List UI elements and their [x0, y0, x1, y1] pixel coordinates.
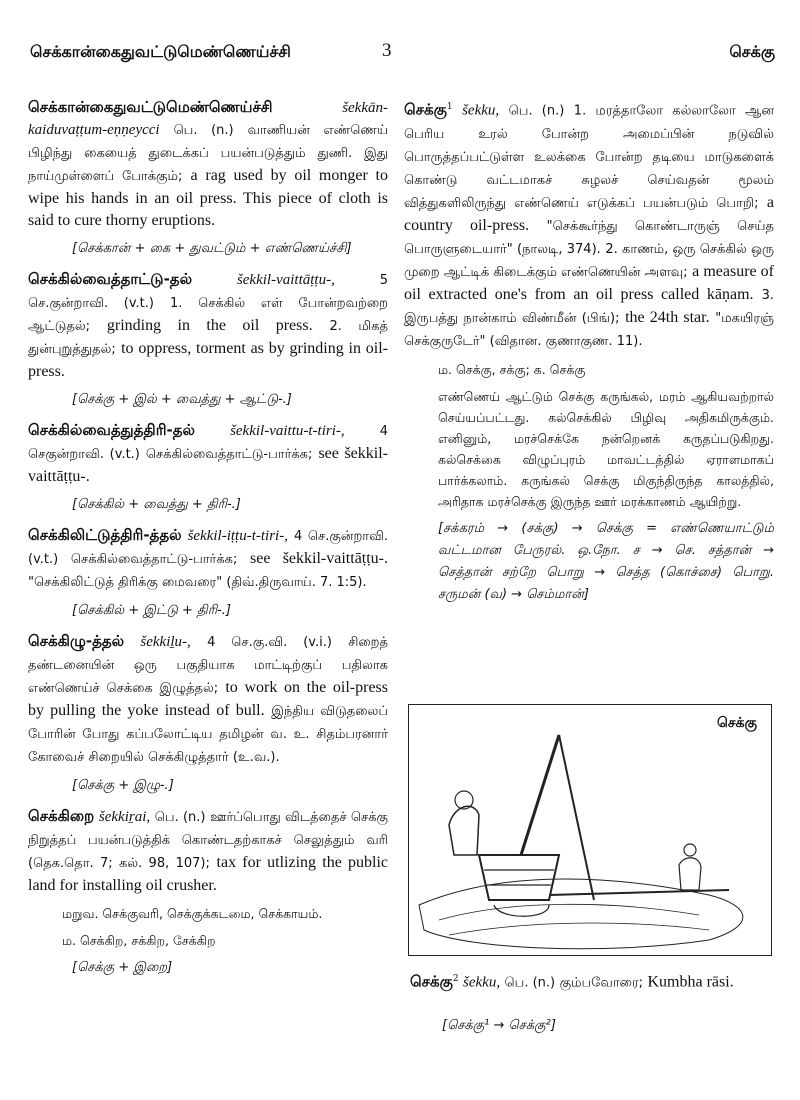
entry-etymology: [செக்கு + இழு-.]: [72, 778, 174, 793]
right-column: [404, 96, 774, 612]
entry-tamil-definition: ஊர்ப்பொது விடத்தைச் செக்கு நிறுத்தப் பயன்படுத்திக் கொண்டதற்காகச் செலுத்தும் வரி: [28, 810, 389, 848]
entry-tamil-definition: 1. மரத்தாலோ கல்லாலோ ஆன பெரிய உரல் போன்ற அமைப்பின் நடுவில் பொருத்தப்பட்டுள்ள உலக்கை போன்ற தடியை மாடுகளைக் கொண்டு வட்டமாகச் சுழலச் செய்வதன் மூலம் வித்துகளிலிருந்து எண்ணெய் எடுக்கப் பயன்படும் பொறி;: [404, 103, 775, 211]
entry-grammar: 4 செகுன்றாவி. (v.t.): [28, 424, 388, 462]
entry-headword: செக்கில்வைத்தாட்டு-தல்: [28, 270, 193, 288]
illustration-label: செக்கு: [717, 715, 757, 731]
page-number: 3: [382, 40, 392, 61]
entry-citation-2: "மகயிரஞ் செக்குருடேர்" (விதான. குணாகுண. 11).: [404, 310, 774, 349]
entry-english-definition: Kumbha rāsi.: [647, 973, 734, 991]
entry-transliteration: šekkiḻu-,: [140, 634, 191, 650]
entry-tamil-definition-2: 2. மிகத் துன்புறுத்துதல்;: [28, 319, 388, 357]
entry-grammar: 4 செ.கு.வி. (v.i.): [207, 635, 332, 650]
page-header: [30, 42, 775, 72]
dictionary-entry: [28, 268, 388, 383]
entry-tamil-definition-2: 2. காணம், ஒரு செக்கில் ஒரு முறை ஆட்டிக் கிடைக்கும் எண்ணெயின் அளவு;: [404, 241, 774, 280]
dictionary-entry: [28, 524, 388, 594]
entry-english-definition: a rag used by oil monger to wipe his hands in an oil press. This piece of cloth is said to cure thorny eruptions.: [28, 167, 388, 229]
entry-grammar: பெ. (n.): [504, 975, 556, 991]
entry-grammar: பெ. (n.): [173, 123, 234, 138]
entry-transliteration: šekkil-vaittu-t-tiri-,: [230, 423, 345, 439]
entry-english-definition: see šekkil-vaittāṭṭu-.: [250, 550, 389, 567]
entry-tamil-definition: சிறைத் தண்டனையின் ஒரு பகுதியாக மாட்டிற்குப் பதிலாக எண்ணெய்ச் செக்கை இழுத்தல்;: [28, 635, 389, 696]
homonym-number: 2: [452, 974, 459, 984]
entry-tamil-definition: 1. செக்கில் எள் போன்றவற்றை ஆட்டுதல்;: [28, 296, 389, 334]
entry-tamil-definition: வாணியன் எண்ணெய் பிழிந்து கையைத் துடைக்கப் பயன்படுத்தும் துணி. இது நாய்முள்ளைப் போக்கும்;: [28, 123, 389, 184]
entry-etymology: [செக்கு + இல் + வைத்து + ஆட்டு-.]: [72, 392, 292, 407]
entry-headword: செக்கிழு-த்தல்: [28, 632, 125, 650]
entry-transliteration: šekkil-iṭṭu-t-tiri-,: [187, 528, 288, 544]
entry-headword: செக்கான்கைதுவட்டுமெண்ணெய்ச்சி: [28, 98, 273, 116]
entry-etymology: [செக்கில் + இட்டு + திரி-.]: [72, 603, 231, 618]
left-column: [28, 96, 388, 987]
entry-english-definition-2: to oppress, torment as by grinding in oil-press.: [28, 340, 389, 380]
entry-tamil-definition-3: 3. இருபத்து நான்காம் விண்மீன் (பிங்);: [404, 287, 775, 326]
entry-etymology: [செக்கான் + கை + துவட்டும் + எண்ணெய்ச்சி]: [72, 241, 352, 256]
dictionary-entry: [28, 419, 388, 488]
homonym-number: 1: [446, 102, 453, 112]
dictionary-entry: [410, 968, 772, 995]
entry-headword: செக்கு: [410, 972, 453, 991]
entry-etymology: [செக்கில் + வைத்து + திரி-.]: [72, 497, 241, 512]
entry-etymology: [சக்கரம் → (சக்கு) → செக்கு = எண்ணெயாட்டும் வட்டமான பேருரல். ஒ.நோ. ச → செ. சத்தான் → செத்தான் சற்றே பொறு → செத்த (கொச்சை) பொறு. சருமன் (வ) → செம்மான்]: [438, 520, 774, 602]
entry-transliteration: šekku,: [463, 974, 501, 991]
oil-press-illustration: [408, 704, 772, 956]
entry-grammar: பெ. (n.): [508, 103, 565, 119]
entry-headword: செக்கிறை: [28, 807, 95, 825]
header-left-guideword: செக்கான்கைதுவட்டுமெண்ணெய்ச்சி: [30, 42, 291, 61]
entry-headword: செக்கில்வைத்துத்திரி-தல்: [28, 421, 195, 439]
entry-citation: "செக்கிலிட்டுத் திரிக்கு மைவரை" (திவ்.திருவாய். 7. 1:5).: [28, 575, 367, 590]
entry-english-definition: to work on the oil-press by pulling the yoke instead of bull.: [28, 679, 389, 719]
entry-english-definition-2: a measure of oil extracted one's from an oil press called kāṇam.: [404, 262, 775, 303]
dictionary-entry: [28, 805, 388, 897]
entry-headword: செக்கு: [404, 100, 447, 119]
entry-grammar: 4 செ.குன்றாவி. (v.t.): [28, 529, 389, 567]
dictionary-entry: [28, 630, 388, 769]
entry-english-definition: tax for utlizing the public land for installing oil crusher.: [28, 854, 389, 894]
entry-grammar: பெ. (n.): [154, 810, 206, 825]
entry-tamil-definition: கும்பவோரை;: [559, 975, 644, 991]
entry-english-definition-3: the 24th star.: [625, 308, 710, 326]
entry-citation: "செக்கூர்ந்து கொண்டாருஞ் செய்த பொருளுடையார்" (நாலடி, 374).: [404, 218, 775, 257]
entry-tamil-definition: செக்கில்வைத்தாட்டு-பார்க்க;: [145, 447, 313, 462]
entry-citation: (தெக.தொ. 7; கல். 98, 107);: [28, 856, 210, 871]
entry-tamil-definition: செக்கில்வைத்தாட்டு-பார்க்க;: [70, 552, 238, 567]
entry-etymology: [செக்கு + இறை]: [72, 960, 173, 975]
entry-grammar: 5 செ.குன்றாவி. (v.t.): [28, 273, 389, 311]
entry-cognates: ம. செக்கு, சக்கு; க. செக்கு: [438, 361, 586, 377]
oil-press-drawing: [409, 705, 771, 955]
entry-transliteration: šekkān-kaiduvaṭṭum-eṇṇeycci: [28, 100, 388, 138]
entry-headword: செக்கிலிட்டுத்திரி-த்தல்: [28, 526, 182, 544]
entry-note: எண்ணெய் ஆட்டும் செக்கு கருங்கல், மரம் ஆகியவற்றால் செய்யப்பட்டது. கல்செக்கில் பிழிவு அதிகமிருக்கும். எனினும், மரச்செக்கே நன்றெனக் கருதப்படுகிறது. கல்செக்கை விழுப்புரம் மாவட்டத்தில் ஏராளமாகப் பார்க்கலாம். கருங்கல் செக்கு மிகுந்திருந்த காலத்தில், அரிதாக மரச்செக்கு இருந்த ஊர் மரக்காணம் ஆயிற்று.: [438, 388, 774, 509]
entry-usage-example: இந்திய விடுதலைப் போரின் போது கப்பலோட்டிய தமிழன் வ. உ. சிதம்பரனார் கோவைச் சிறையில் செக்கிழுத்தார் (உ.வ.).: [28, 704, 388, 765]
entry-transliteration: šekku,: [462, 102, 500, 119]
entry-transliteration: šekkil-vaittāṭṭu-,: [236, 272, 335, 288]
header-right-guideword: செக்கு: [729, 42, 775, 61]
dictionary-entry: [404, 96, 774, 353]
entry-etymology: [செக்கு¹ → செக்கு²]: [442, 1018, 556, 1033]
entry-synonyms: மறுவ. செக்குவரி, செக்குக்கடமை, செக்காயம்.: [62, 906, 323, 921]
dictionary-entry: [28, 96, 388, 232]
entry-transliteration: šekkiṟai,: [98, 809, 151, 825]
entry-english-definition: a country oil-press.: [404, 193, 774, 234]
entry-english-definition: grinding in the oil press.: [106, 317, 313, 334]
entry-cognates: ம. செக்கிற, சக்கிற, சேக்கிற: [62, 933, 216, 948]
entry-english-definition: see šekkil-vaittāṭṭu-.: [28, 445, 388, 485]
